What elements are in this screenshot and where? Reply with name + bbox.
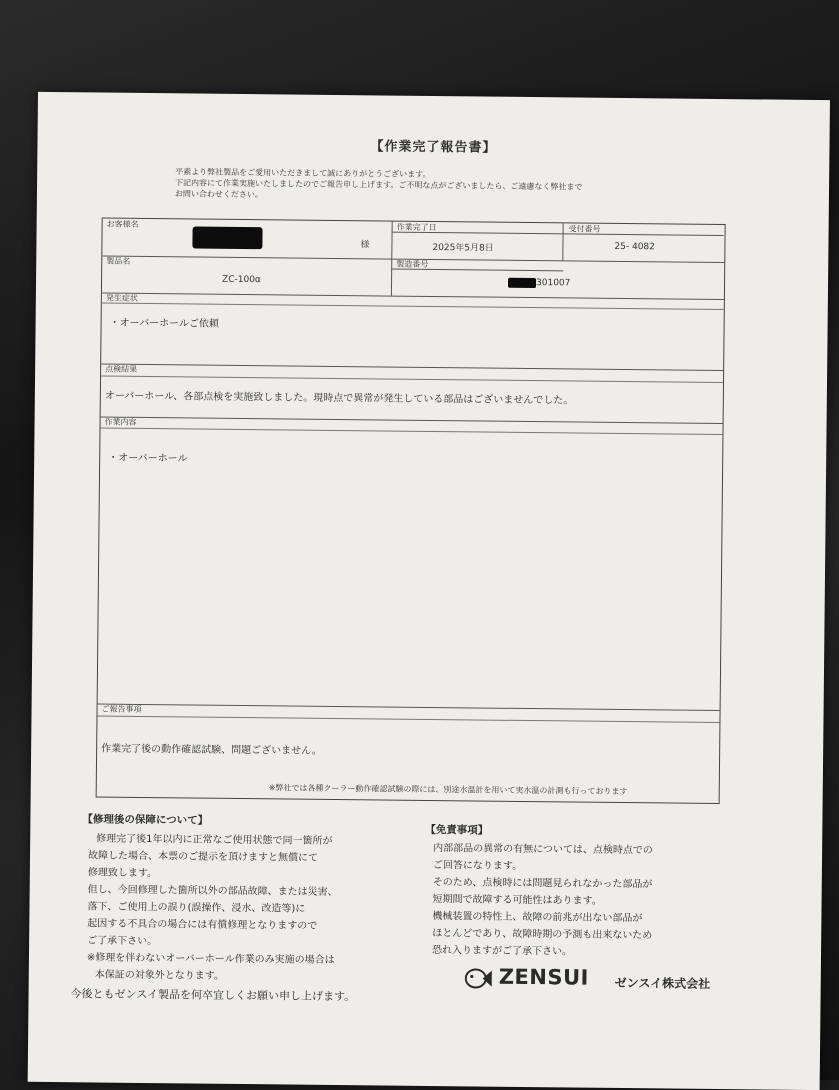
warranty-title: 【修理後の保障について】 (82, 813, 209, 827)
report-label: ご報告事項 (101, 704, 142, 714)
document-title: 【作業完了報告書】 (370, 139, 497, 156)
report-text: 作業完了後の動作確認試験、問題ございません。 (101, 743, 322, 757)
serial-number-label: 製造番号 (396, 259, 429, 269)
receipt-number: 25- 4082 (614, 241, 655, 253)
company-name: ゼンスイ株式会社 (614, 975, 711, 991)
work-text: ・オーバーホール (108, 452, 188, 465)
disclaimer-line: 内部部品の異常の有無については、点検時点での (433, 843, 653, 857)
company-logo (465, 964, 745, 997)
disclaimer-line: 機械装置の特性上、故障の前兆が出ない部品が (432, 911, 643, 925)
intro-text (175, 166, 695, 204)
footnote: ※弊社では各種クーラー動作確認試験の際には、別途水温計を用いて実水温の計測も行っております (268, 783, 628, 797)
symptom-text: ・オーバーホールご依頼 (109, 317, 219, 330)
report-form (96, 218, 726, 805)
product-name-label: 製品名 (106, 256, 131, 266)
closing-line: 今後ともゼンスイ製品を何卒宜しくお願い申し上げます。 (70, 987, 356, 1004)
intro-line: 下記内容にて作業実施いたしましたのでご報告申し上げます。ご不明な点がございましたら、ご遠慮なく弊社まで (175, 178, 583, 192)
logo-wordmark: ZENSUI (498, 964, 590, 990)
work-label: 作業内容 (104, 417, 137, 427)
customer-name-label: お客様名 (106, 219, 139, 229)
serial-number: 301007 (535, 278, 571, 289)
receipt-number-label: 受付番号 (568, 224, 601, 234)
zensui-fish-mark-icon (465, 966, 493, 990)
disclaimer-line: 恐れ入りますがご了承下さい。 (431, 945, 573, 958)
intro-line: 平素より弊社製品をご愛用いただきまして誠にありがとうございます。 (175, 167, 431, 179)
warranty-line: 但し、今回修理した箇所以外の部品故障、または災害、 (87, 884, 338, 899)
product-name: ZC-100α (222, 274, 261, 286)
disclaimer-line: ほとんどであり、故障時期の予測も出来ないため (432, 928, 653, 942)
disclaimer-line: ご回答になります。 (432, 860, 523, 872)
symptom-label: 発生症状 (105, 293, 138, 303)
intro-line: お問い合わせください。 (174, 189, 264, 200)
warranty-line: 修理致します。 (87, 867, 158, 880)
warranty-line: 起因する不具合の場合には有償修理となりますので (87, 918, 318, 932)
warranty-line: ※修理を伴わないオーバーホール作業のみ実施の場合は (86, 952, 335, 967)
redacted-customer-name (192, 226, 262, 249)
honorific: 様 (360, 240, 370, 251)
warranty-body (87, 830, 339, 986)
inspection-label: 点検結果 (105, 364, 138, 374)
warranty-line: ご了承下さい。 (87, 935, 158, 948)
warranty-line: 修理完了後1年以内に正常なご使用状態で同一箇所が (96, 833, 333, 847)
redacted-serial-prefix (508, 278, 536, 288)
disclaimer-title: 【免責事項】 (425, 823, 489, 837)
inspection-text: オーバーホール、各部点検を実施致しました。現時点で異常が発生している部品はございませんでした。 (104, 390, 574, 407)
warranty-line: 落下、ご使用上の誤り(誤操作、浸水、改造等)に (87, 901, 306, 915)
completion-date-label: 作業完了日 (396, 222, 437, 233)
disclaimer-body (432, 840, 653, 961)
warranty-line: 本保証の対象外となります。 (94, 969, 225, 982)
completion-date: 2025年5月8日 (432, 242, 494, 254)
disclaimer-line: そのため、点検時には問題見られなかった部品が (432, 877, 653, 891)
warranty-line: 故障した場合、本票のご提示を頂けますと無償にて (87, 850, 319, 864)
disclaimer-line: 短期間で故障する可能性はあります。 (432, 894, 602, 907)
report-sheet (28, 92, 830, 1090)
